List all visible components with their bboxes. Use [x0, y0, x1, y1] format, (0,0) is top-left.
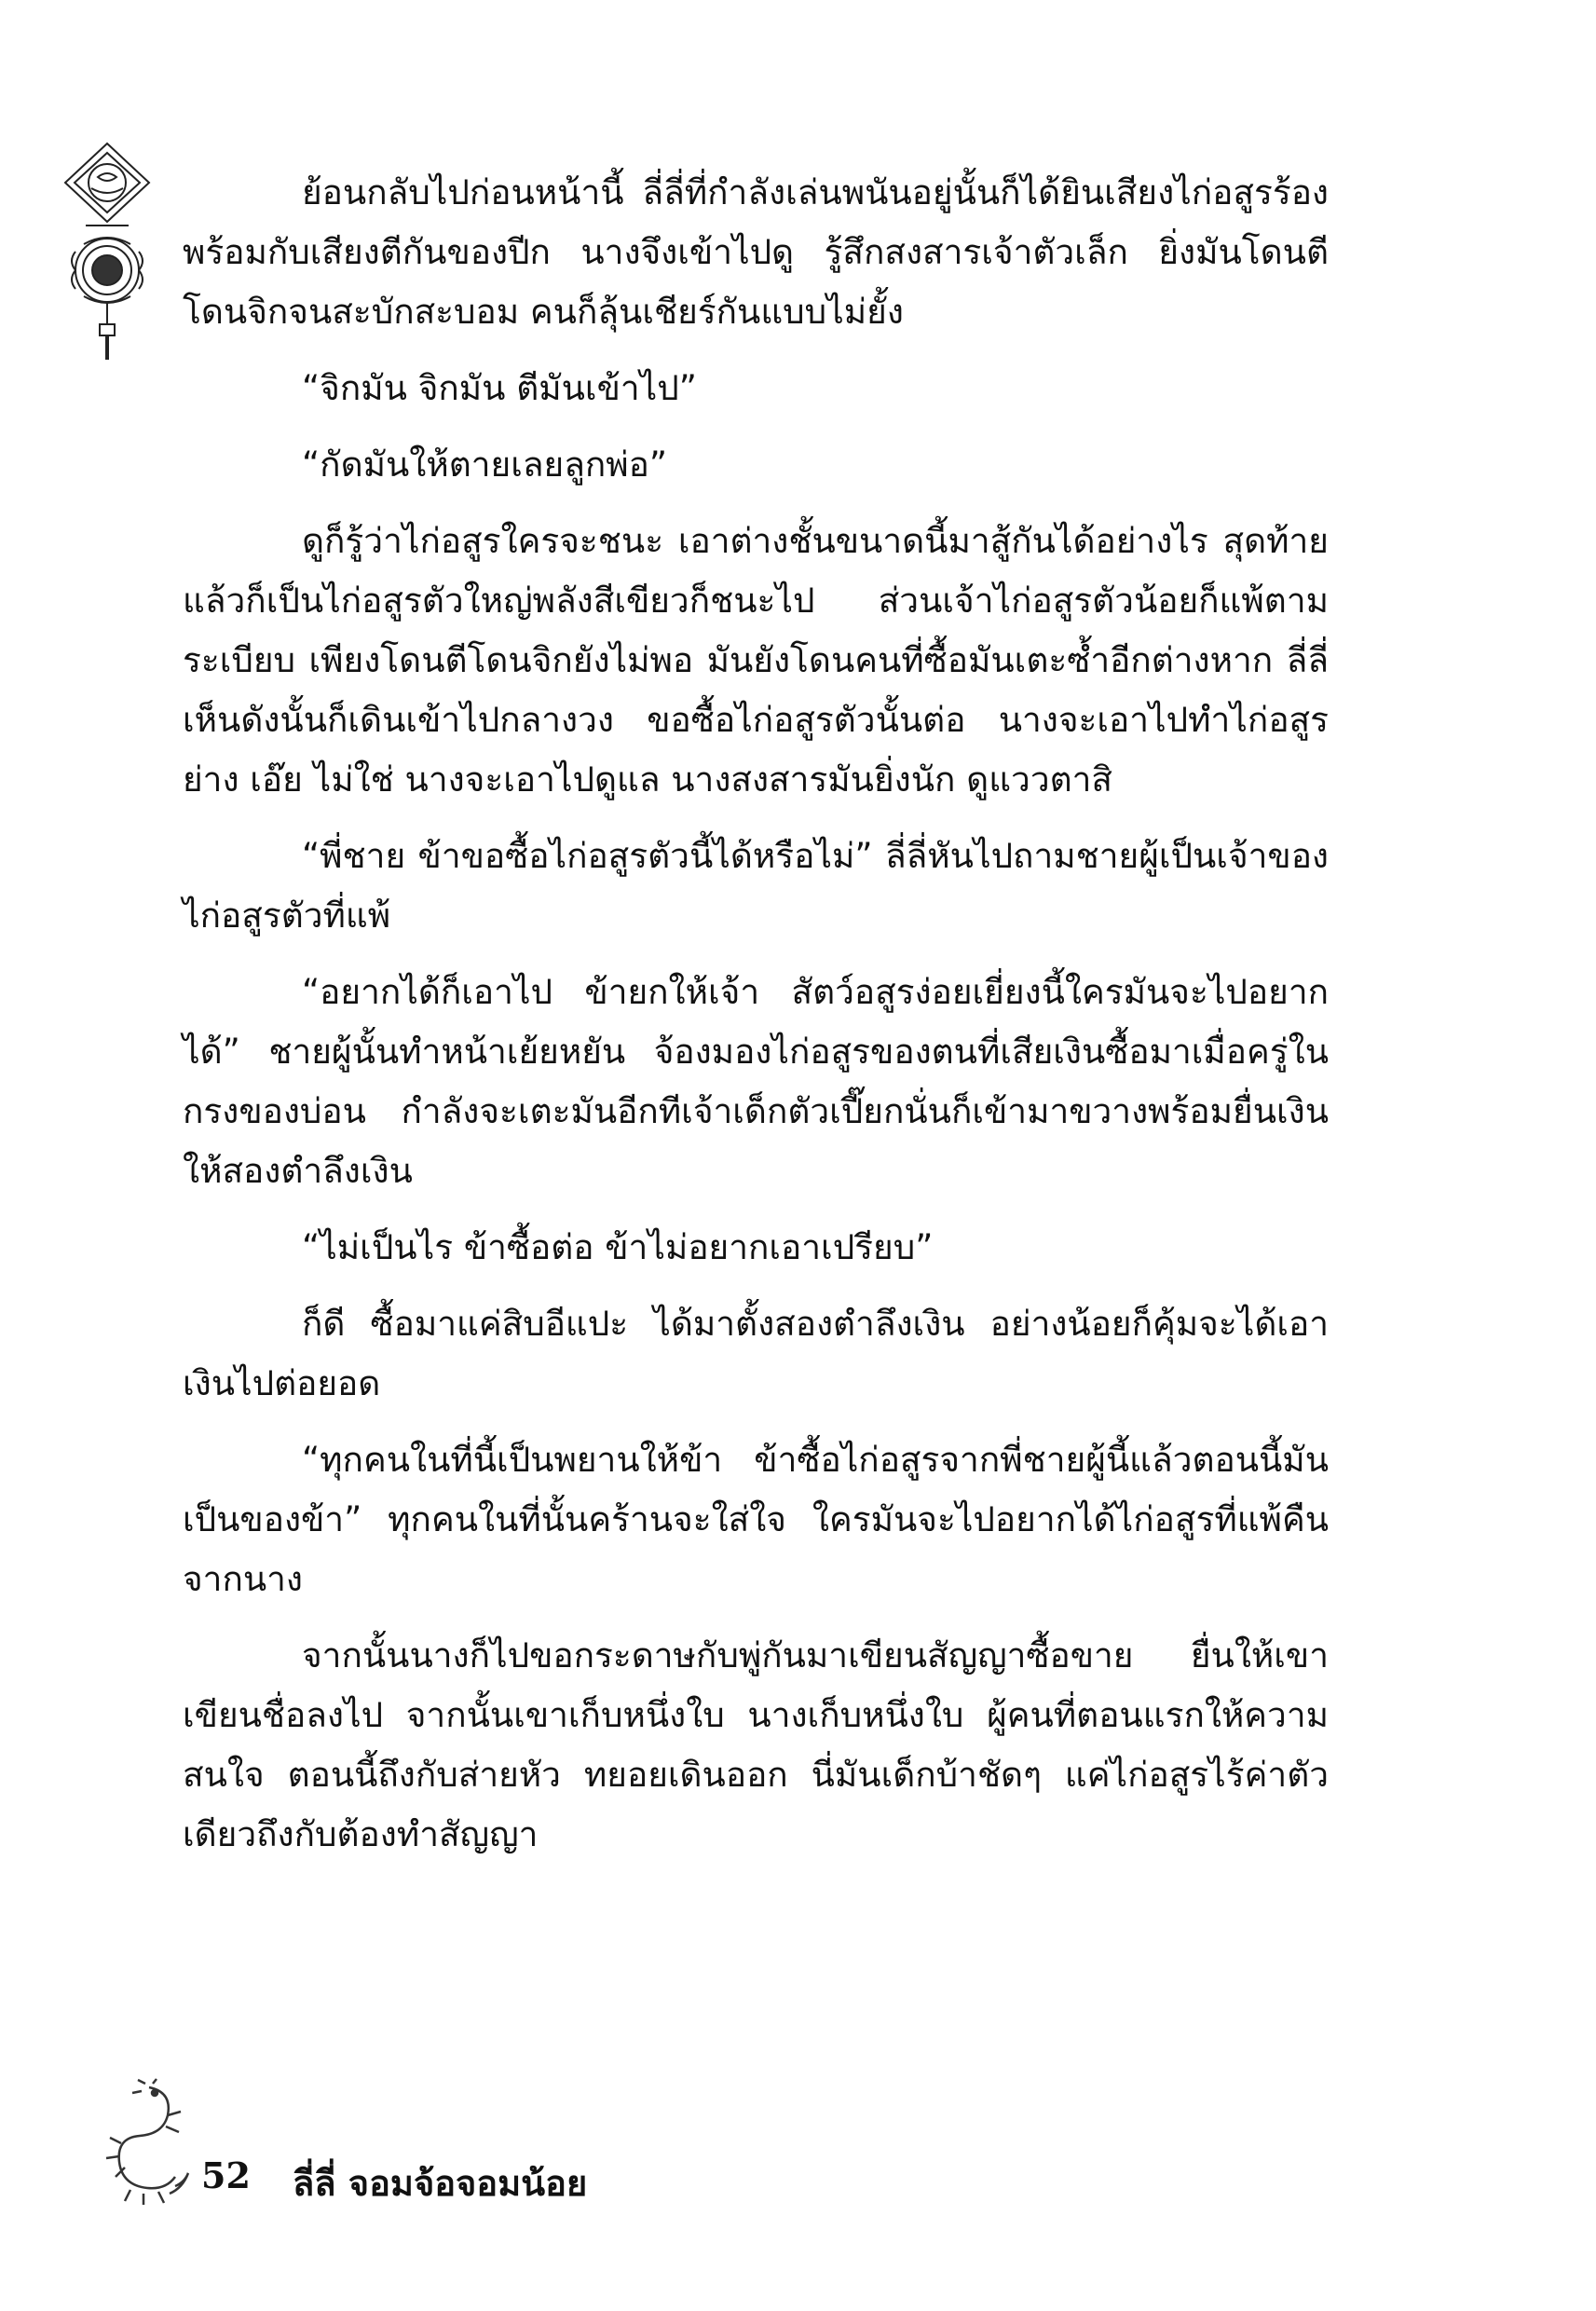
paragraph: “ทุกคนในที่นี้เป็นพยานให้ข้า ข้าซื้อไก่อสูรจากพี่ชายผู้นี้แล้วตอนนี้มันเป็นของข้า” ทุกคนในที่นั้นคร้านจะใส่ใจ ใครมันจะไปอยากได้ไก่อสูรที่แพ้คืนจากนาง [183, 1440, 1329, 1599]
ornament-emblem-icon [56, 140, 158, 363]
book-title: ลี่ลี่ จอมจ้อจอมน้อย [293, 2163, 588, 2204]
paragraph: ย้อนกลับไปก่อนหน้านี้ ลี่ลี่ที่กำลังเล่นพนันอยู่นั้นก็ได้ยินเสียงไก่อสูรร้องพร้อมกับเสียงตีกันของปีก นางจึงเข้าไปดู รู้สึกสงสารเจ้าตัวเล็ก ยิ่งมันโดนตีโดนจิกจนสะบักสะบอม คนก็ลุ้นเชียร์กันแบบไม่ยั้ง [183, 172, 1329, 332]
paragraph: “จิกมัน จิกมัน ตีมันเข้าไป” [302, 368, 697, 408]
paragraph: “ไม่เป็นไร ข้าซื้อต่อ ข้าไม่อยากเอาเปรียบ” [302, 1227, 934, 1267]
paragraph: ก็ดี ซื้อมาแค่สิบอีแปะ ได้มาตั้งสองตำลึงเงิน อย่างน้อยก็คุ้มจะได้เอาเงินไปต่อยอด [183, 1304, 1329, 1403]
page-number: 52 [201, 2154, 251, 2196]
paragraph: “อยากได้ก็เอาไป ข้ายกให้เจ้า สัตว์อสูรง่อยเยี่ยงนี้ใครมันจะไปอยากได้” ชายผู้นั้นทำหน้าเย้ยหยัน จ้องมองไก่อสูรของตนที่เสียเงินซื้อมาเมื่อครู่ในกรงของบ่อน กำลังจะเตะมันอีกทีเจ้าเด็กตัวเปี๊ยกนั่นก็เข้ามาขวางพร้อมยื่นเงินให้สองตำลึงเงิน [183, 972, 1329, 1191]
paragraph: “กัดมันให้ตายเลยลูกพ่อ” [302, 444, 668, 485]
paragraph: จากนั้นนางก็ไปขอกระดาษกับพู่กันมาเขียนสัญญาซื้อขาย ยื่นให้เขาเขียนชื่อลงไป จากนั้นเขาเก็บหนึ่งใบ นางเก็บหนึ่งใบ ผู้คนที่ตอนแรกให้ความสนใจ ตอนนี้ถึงกับส่ายหัว ทยอยเดินออก นี่มันเด็กบ้าชัดๆ แค่ไก่อสูรไร้ค่าตัวเดียวถึงกับต้องทำสัญญา [183, 1635, 1329, 1854]
body-text [183, 163, 1329, 1881]
dragon-icon [93, 2078, 196, 2208]
paragraph: ดูก็รู้ว่าไก่อสูรใครจะชนะ เอาต่างชั้นขนาดนี้มาสู้กันได้อย่างไร สุดท้ายแล้วก็เป็นไก่อสูรตัวใหญ่พลังสีเขียวก็ชนะไป ส่วนเจ้าไก่อสูรตัวน้อยก็แพ้ตามระเบียบ เพียงโดนตีโดนจิกยังไม่พอ มันยังโดนคนที่ซื้อมันเตะซ้ำอีกต่างหาก ลี่ลี่เห็นดังนั้นก็เดินเข้าไปกลางวง ขอซื้อไก่อสูรตัวนั้นต่อ นางจะเอาไปทำไก่อสูรย่าง เอ๊ย ไม่ใช่ นางจะเอาไปดูแล นางสงสารมันยิ่งนัก ดูแววตาสิ [183, 521, 1329, 800]
paragraph: “พี่ชาย ข้าขอซื้อไก่อสูรตัวนี้ได้หรือไม่” ลี่ลี่หันไปถามชายผู้เป็นเจ้าของไก่อสูรตัวที่แพ้ [183, 836, 1329, 936]
